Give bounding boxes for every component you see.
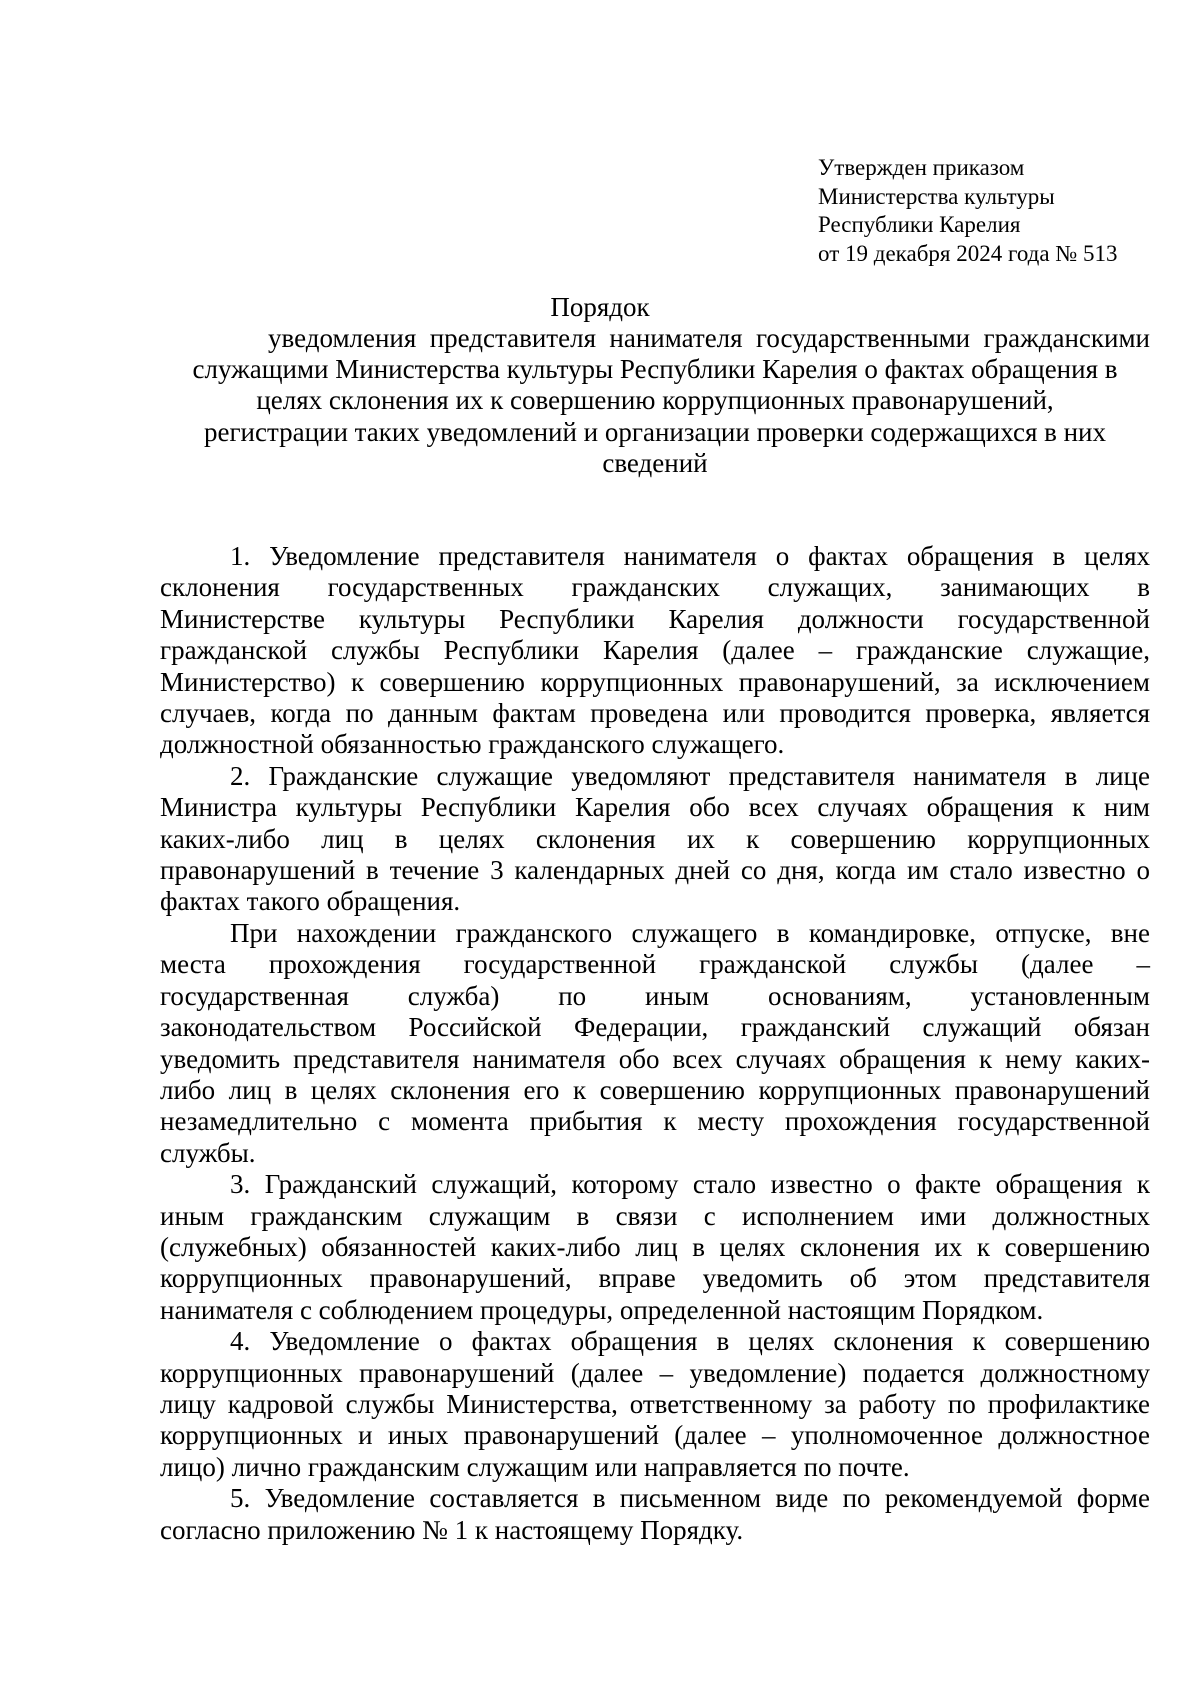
text-line: нанимателя с соблюдением процедуры, определенной настоящим Порядком. xyxy=(160,1294,1044,1325)
paragraph-4 xyxy=(160,1326,1150,1483)
text-line: законодательством Российской Федерации, гражданский служащий обязан xyxy=(160,1012,1150,1043)
text-line: Министерстве культуры Республики Карелия должности государственной xyxy=(160,603,1150,634)
subtitle-line: целях склонения их к совершению коррупционных правонарушений, xyxy=(256,385,1054,416)
text-line: незамедлительно с момента прибытия к месту прохождения государственной xyxy=(160,1106,1150,1137)
approval-line: от 19 декабря 2024 года № 513 xyxy=(818,240,1118,266)
text-line: уведомить представителя нанимателя обо всех случаях обращения к нему каких- xyxy=(160,1043,1150,1074)
text-line: каких-либо лиц в целях склонения их к совершению коррупционных xyxy=(160,823,1150,854)
text-line: Министерство) к совершению коррупционных правонарушений, за исключением xyxy=(160,666,1150,697)
text-line: фактах такого обращения. xyxy=(160,886,461,917)
text-line: 2. Гражданские служащие уведомляют представителя нанимателя в лице xyxy=(230,760,1150,791)
text-line: должностной обязанностью гражданского служащего. xyxy=(160,729,785,760)
text-line: места прохождения государственной гражданской службы (далее – xyxy=(160,949,1150,980)
approval-line: Министерства культуры xyxy=(818,183,1055,209)
text-line: случаев, когда по данным фактам проведена или проводится проверка, является xyxy=(160,698,1150,729)
subtitle-line: сведений xyxy=(602,447,708,478)
approval-line: Утвержден приказом xyxy=(818,155,1025,180)
text-line: согласно приложению № 1 к настоящему Порядку. xyxy=(160,1514,744,1545)
paragraph-1 xyxy=(160,541,1150,761)
text-line: правонарушений в течение 3 календарных дней со дня, когда им стало известно о xyxy=(160,855,1150,886)
document-title: Порядок xyxy=(550,292,650,322)
text-line: коррупционных правонарушений, вправе уведомить об этом представителя xyxy=(160,1263,1150,1294)
text-line: При нахождении гражданского служащего в командировке, отпуске, вне xyxy=(230,917,1150,948)
text-line: 3. Гражданский служащий, которому стало известно о факте обращения к xyxy=(230,1169,1150,1200)
subtitle-line: уведомления представителя нанимателя государственными гражданскими xyxy=(268,323,1150,353)
text-line: коррупционных правонарушений (далее – уведомление) подается должностному xyxy=(160,1357,1150,1388)
paragraph-5 xyxy=(160,1483,1150,1546)
approval-line: Республики Карелия xyxy=(818,212,1021,237)
text-line: государственная служба) по иным основаниям, установленным xyxy=(160,980,1150,1011)
text-line: службы. xyxy=(160,1137,256,1168)
text-line: склонения государственных гражданских служащих, занимающих в xyxy=(160,572,1150,603)
paragraph-3 xyxy=(160,1169,1150,1326)
text-line: лицу кадровой службы Министерства, ответственному за работу по профилактике xyxy=(160,1388,1150,1419)
approval-stamp xyxy=(818,154,1118,268)
subtitle-line: служащими Министерства культуры Республики Карелия о фактах обращения в xyxy=(192,354,1118,385)
text-line: либо лиц в целях склонения его к совершению коррупционных правонарушений xyxy=(160,1074,1150,1105)
text-line: гражданской службы Республики Карелия (далее – гражданские служащие, xyxy=(160,635,1150,666)
document-body xyxy=(160,541,1150,1546)
text-line: лицо) лично гражданским служащим или направляется по почте. xyxy=(160,1451,910,1482)
text-line: 1. Уведомление представителя нанимателя о фактах обращения в целях xyxy=(230,541,1150,571)
paragraph-2 xyxy=(160,761,1150,918)
text-line: иным гражданским служащим в связи с исполнением ими должностных xyxy=(160,1200,1150,1231)
document-subtitle xyxy=(160,323,1150,479)
text-line: коррупционных и иных правонарушений (далее – уполномоченное должностное xyxy=(160,1420,1150,1451)
text-line: 5. Уведомление составляется в письменном виде по рекомендуемой форме xyxy=(230,1483,1150,1514)
text-line: Министра культуры Республики Карелия обо всех случаях обращения к ним xyxy=(160,792,1150,823)
text-line: 4. Уведомление о фактах обращения в целях склонения к совершению xyxy=(230,1326,1150,1357)
text-line: (служебных) обязанностей каких-либо лиц в целях склонения их к совершению xyxy=(160,1231,1150,1262)
subtitle-line: регистрации таких уведомлений и организации проверки содержащихся в них xyxy=(203,416,1107,447)
paragraph-2-continuation xyxy=(160,918,1150,1169)
